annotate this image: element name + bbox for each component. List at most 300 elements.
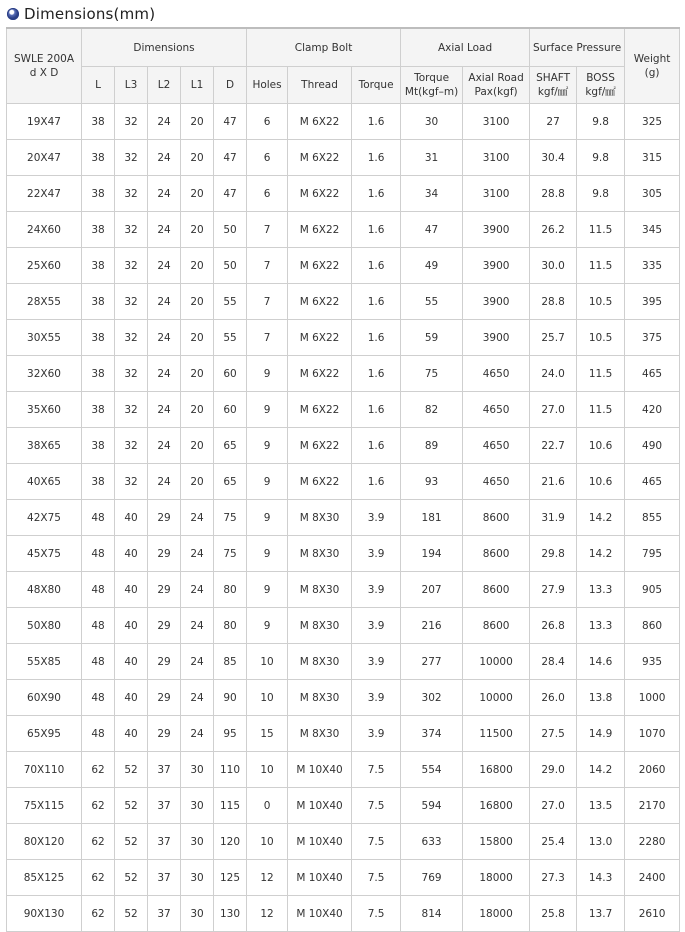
cell-weight: 325 bbox=[625, 104, 680, 140]
table-row bbox=[7, 428, 680, 464]
cell-weight: 375 bbox=[625, 320, 680, 356]
cell-thread: M 10X40 bbox=[288, 752, 352, 788]
cell-d: 75 bbox=[214, 536, 247, 572]
cell-boss: 10.5 bbox=[577, 320, 625, 356]
cell-l3: 40 bbox=[115, 680, 148, 716]
cell-torque: 3.9 bbox=[352, 500, 401, 536]
cell-boss: 11.5 bbox=[577, 248, 625, 284]
cell-boss: 11.5 bbox=[577, 212, 625, 248]
cell-l1: 20 bbox=[181, 392, 214, 428]
cell-l2: 37 bbox=[148, 752, 181, 788]
cell-l: 48 bbox=[82, 680, 115, 716]
cell-l3: 32 bbox=[115, 140, 148, 176]
cell-l1: 20 bbox=[181, 356, 214, 392]
cell-boss: 11.5 bbox=[577, 392, 625, 428]
cell-shaft: 30.4 bbox=[530, 140, 577, 176]
cell-thread: M 6X22 bbox=[288, 392, 352, 428]
cell-l2: 24 bbox=[148, 464, 181, 500]
cell-l3: 32 bbox=[115, 176, 148, 212]
cell-d: 130 bbox=[214, 896, 247, 932]
cell-torque: 1.6 bbox=[352, 104, 401, 140]
cell-l: 38 bbox=[82, 392, 115, 428]
cell-d: 65 bbox=[214, 464, 247, 500]
cell-torque: 1.6 bbox=[352, 212, 401, 248]
cell-d: 125 bbox=[214, 860, 247, 896]
table-row bbox=[7, 140, 680, 176]
cell-torque-mt: 207 bbox=[401, 572, 463, 608]
cell-torque: 1.6 bbox=[352, 392, 401, 428]
table-row bbox=[7, 464, 680, 500]
cell-shaft: 22.7 bbox=[530, 428, 577, 464]
cell-shaft: 25.4 bbox=[530, 824, 577, 860]
cell-thread: M 6X22 bbox=[288, 140, 352, 176]
cell-thread: M 10X40 bbox=[288, 896, 352, 932]
cell-l2: 24 bbox=[148, 428, 181, 464]
table-row bbox=[7, 284, 680, 320]
cell-thread: M 10X40 bbox=[288, 860, 352, 896]
section-header bbox=[0, 0, 685, 27]
cell-axial-road: 10000 bbox=[463, 644, 530, 680]
cell-boss: 9.8 bbox=[577, 176, 625, 212]
cell-axial-road: 3900 bbox=[463, 248, 530, 284]
cell-l1: 30 bbox=[181, 860, 214, 896]
cell-l2: 29 bbox=[148, 716, 181, 752]
cell-holes: 6 bbox=[247, 104, 288, 140]
cell-holes: 9 bbox=[247, 464, 288, 500]
cell-model: 42X75 bbox=[7, 500, 82, 536]
cell-holes: 9 bbox=[247, 392, 288, 428]
cell-axial-road: 10000 bbox=[463, 680, 530, 716]
table-row bbox=[7, 320, 680, 356]
cell-boss: 10.6 bbox=[577, 428, 625, 464]
cell-axial-road: 3100 bbox=[463, 176, 530, 212]
cell-torque-mt: 594 bbox=[401, 788, 463, 824]
cell-torque-mt: 55 bbox=[401, 284, 463, 320]
cell-torque-mt: 302 bbox=[401, 680, 463, 716]
cell-torque: 3.9 bbox=[352, 680, 401, 716]
cell-torque: 1.6 bbox=[352, 176, 401, 212]
cell-torque: 1.6 bbox=[352, 356, 401, 392]
cell-d: 47 bbox=[214, 176, 247, 212]
table-row bbox=[7, 680, 680, 716]
cell-thread: M 6X22 bbox=[288, 176, 352, 212]
header-holes: Holes bbox=[247, 67, 288, 104]
cell-l3: 32 bbox=[115, 428, 148, 464]
cell-shaft: 29.8 bbox=[530, 536, 577, 572]
cell-torque-mt: 30 bbox=[401, 104, 463, 140]
header-shaft: SHAFT kgf/㎟ bbox=[530, 67, 577, 104]
cell-torque: 3.9 bbox=[352, 644, 401, 680]
cell-boss: 11.5 bbox=[577, 356, 625, 392]
header-l2: L2 bbox=[148, 67, 181, 104]
cell-l1: 24 bbox=[181, 644, 214, 680]
header-l3: L3 bbox=[115, 67, 148, 104]
table-row bbox=[7, 788, 680, 824]
cell-thread: M 6X22 bbox=[288, 428, 352, 464]
header-d: D bbox=[214, 67, 247, 104]
table-row bbox=[7, 752, 680, 788]
cell-boss: 14.2 bbox=[577, 536, 625, 572]
cell-l1: 20 bbox=[181, 464, 214, 500]
cell-l3: 52 bbox=[115, 788, 148, 824]
cell-l1: 20 bbox=[181, 176, 214, 212]
cell-torque-mt: 814 bbox=[401, 896, 463, 932]
cell-l1: 30 bbox=[181, 824, 214, 860]
cell-holes: 6 bbox=[247, 140, 288, 176]
cell-torque-mt: 769 bbox=[401, 860, 463, 896]
cell-l1: 30 bbox=[181, 788, 214, 824]
cell-model: 60X90 bbox=[7, 680, 82, 716]
cell-shaft: 25.8 bbox=[530, 896, 577, 932]
cell-l3: 32 bbox=[115, 464, 148, 500]
dimensions-table bbox=[6, 27, 680, 932]
cell-thread: M 6X22 bbox=[288, 104, 352, 140]
cell-l3: 32 bbox=[115, 320, 148, 356]
cell-boss: 10.6 bbox=[577, 464, 625, 500]
cell-l3: 52 bbox=[115, 860, 148, 896]
cell-shaft: 28.8 bbox=[530, 176, 577, 212]
cell-l1: 24 bbox=[181, 680, 214, 716]
cell-shaft: 28.4 bbox=[530, 644, 577, 680]
cell-l1: 24 bbox=[181, 572, 214, 608]
cell-torque: 1.6 bbox=[352, 320, 401, 356]
cell-l1: 24 bbox=[181, 500, 214, 536]
cell-torque-mt: 633 bbox=[401, 824, 463, 860]
cell-l: 38 bbox=[82, 248, 115, 284]
cell-shaft: 27.9 bbox=[530, 572, 577, 608]
cell-weight: 2170 bbox=[625, 788, 680, 824]
cell-axial-road: 16800 bbox=[463, 788, 530, 824]
cell-thread: M 6X22 bbox=[288, 248, 352, 284]
cell-torque-mt: 31 bbox=[401, 140, 463, 176]
cell-boss: 13.5 bbox=[577, 788, 625, 824]
cell-axial-road: 4650 bbox=[463, 392, 530, 428]
cell-shaft: 27.0 bbox=[530, 392, 577, 428]
cell-model: 35X60 bbox=[7, 392, 82, 428]
cell-axial-road: 3100 bbox=[463, 140, 530, 176]
cell-l2: 29 bbox=[148, 644, 181, 680]
cell-l: 48 bbox=[82, 644, 115, 680]
cell-torque-mt: 194 bbox=[401, 536, 463, 572]
cell-shaft: 24.0 bbox=[530, 356, 577, 392]
cell-torque-mt: 216 bbox=[401, 608, 463, 644]
table-row bbox=[7, 716, 680, 752]
cell-d: 80 bbox=[214, 608, 247, 644]
cell-torque: 7.5 bbox=[352, 824, 401, 860]
cell-torque: 7.5 bbox=[352, 788, 401, 824]
cell-axial-road: 8600 bbox=[463, 608, 530, 644]
cell-boss: 9.8 bbox=[577, 140, 625, 176]
cell-axial-road: 3900 bbox=[463, 284, 530, 320]
cell-weight: 795 bbox=[625, 536, 680, 572]
cell-l3: 32 bbox=[115, 248, 148, 284]
cell-l1: 20 bbox=[181, 320, 214, 356]
cell-d: 80 bbox=[214, 572, 247, 608]
cell-axial-road: 4650 bbox=[463, 464, 530, 500]
cell-holes: 15 bbox=[247, 716, 288, 752]
header-model: SWLE 200A d X D bbox=[7, 28, 82, 104]
cell-l3: 32 bbox=[115, 284, 148, 320]
cell-torque-mt: 374 bbox=[401, 716, 463, 752]
cell-holes: 10 bbox=[247, 824, 288, 860]
cell-l3: 52 bbox=[115, 824, 148, 860]
cell-holes: 7 bbox=[247, 284, 288, 320]
cell-shaft: 29.0 bbox=[530, 752, 577, 788]
cell-shaft: 25.7 bbox=[530, 320, 577, 356]
cell-model: 38X65 bbox=[7, 428, 82, 464]
cell-axial-road: 8600 bbox=[463, 500, 530, 536]
cell-boss: 10.5 bbox=[577, 284, 625, 320]
cell-l: 62 bbox=[82, 896, 115, 932]
cell-axial-road: 3100 bbox=[463, 104, 530, 140]
cell-holes: 9 bbox=[247, 500, 288, 536]
cell-l3: 40 bbox=[115, 608, 148, 644]
header-l1: L1 bbox=[181, 67, 214, 104]
cell-torque: 1.6 bbox=[352, 140, 401, 176]
cell-model: 22X47 bbox=[7, 176, 82, 212]
cell-l: 38 bbox=[82, 284, 115, 320]
cell-l2: 37 bbox=[148, 824, 181, 860]
cell-l: 38 bbox=[82, 464, 115, 500]
cell-l1: 20 bbox=[181, 104, 214, 140]
cell-holes: 9 bbox=[247, 536, 288, 572]
cell-model: 75X115 bbox=[7, 788, 82, 824]
cell-l: 38 bbox=[82, 104, 115, 140]
cell-l2: 24 bbox=[148, 212, 181, 248]
cell-d: 50 bbox=[214, 248, 247, 284]
cell-boss: 9.8 bbox=[577, 104, 625, 140]
cell-holes: 10 bbox=[247, 752, 288, 788]
cell-thread: M 8X30 bbox=[288, 608, 352, 644]
table-row bbox=[7, 896, 680, 932]
cell-weight: 2280 bbox=[625, 824, 680, 860]
table-row bbox=[7, 212, 680, 248]
cell-axial-road: 8600 bbox=[463, 536, 530, 572]
cell-model: 30X55 bbox=[7, 320, 82, 356]
cell-model: 90X130 bbox=[7, 896, 82, 932]
cell-torque: 7.5 bbox=[352, 752, 401, 788]
cell-d: 65 bbox=[214, 428, 247, 464]
cell-holes: 10 bbox=[247, 644, 288, 680]
cell-l3: 40 bbox=[115, 572, 148, 608]
table-body bbox=[7, 104, 680, 932]
cell-torque-mt: 554 bbox=[401, 752, 463, 788]
cell-axial-road: 4650 bbox=[463, 428, 530, 464]
cell-weight: 855 bbox=[625, 500, 680, 536]
cell-shaft: 27.5 bbox=[530, 716, 577, 752]
cell-axial-road: 16800 bbox=[463, 752, 530, 788]
cell-d: 115 bbox=[214, 788, 247, 824]
cell-l2: 37 bbox=[148, 788, 181, 824]
cell-d: 90 bbox=[214, 680, 247, 716]
cell-shaft: 27.3 bbox=[530, 860, 577, 896]
cell-model: 48X80 bbox=[7, 572, 82, 608]
cell-model: 45X75 bbox=[7, 536, 82, 572]
cell-thread: M 10X40 bbox=[288, 788, 352, 824]
cell-l: 62 bbox=[82, 788, 115, 824]
cell-d: 75 bbox=[214, 500, 247, 536]
cell-l3: 40 bbox=[115, 536, 148, 572]
cell-boss: 13.0 bbox=[577, 824, 625, 860]
cell-torque: 1.6 bbox=[352, 284, 401, 320]
header-l: L bbox=[82, 67, 115, 104]
cell-d: 60 bbox=[214, 356, 247, 392]
cell-holes: 9 bbox=[247, 356, 288, 392]
cell-thread: M 8X30 bbox=[288, 500, 352, 536]
header-weight: Weight (g) bbox=[625, 28, 680, 104]
cell-axial-road: 3900 bbox=[463, 320, 530, 356]
cell-shaft: 26.8 bbox=[530, 608, 577, 644]
cell-model: 70X110 bbox=[7, 752, 82, 788]
cell-torque: 1.6 bbox=[352, 428, 401, 464]
cell-holes: 12 bbox=[247, 896, 288, 932]
cell-weight: 860 bbox=[625, 608, 680, 644]
cell-holes: 12 bbox=[247, 860, 288, 896]
cell-weight: 335 bbox=[625, 248, 680, 284]
cell-axial-road: 18000 bbox=[463, 896, 530, 932]
cell-torque-mt: 181 bbox=[401, 500, 463, 536]
cell-model: 65X95 bbox=[7, 716, 82, 752]
cell-boss: 13.3 bbox=[577, 572, 625, 608]
cell-boss: 14.2 bbox=[577, 752, 625, 788]
cell-torque: 3.9 bbox=[352, 608, 401, 644]
header-surface-pressure: Surface Pressure bbox=[530, 28, 625, 67]
cell-d: 50 bbox=[214, 212, 247, 248]
cell-thread: M 8X30 bbox=[288, 536, 352, 572]
cell-l: 48 bbox=[82, 716, 115, 752]
cell-holes: 7 bbox=[247, 248, 288, 284]
cell-torque: 3.9 bbox=[352, 572, 401, 608]
cell-torque-mt: 34 bbox=[401, 176, 463, 212]
cell-torque-mt: 59 bbox=[401, 320, 463, 356]
cell-holes: 0 bbox=[247, 788, 288, 824]
cell-l1: 30 bbox=[181, 752, 214, 788]
cell-l3: 40 bbox=[115, 644, 148, 680]
cell-holes: 7 bbox=[247, 320, 288, 356]
cell-model: 32X60 bbox=[7, 356, 82, 392]
cell-torque-mt: 89 bbox=[401, 428, 463, 464]
cell-torque: 7.5 bbox=[352, 860, 401, 896]
cell-d: 60 bbox=[214, 392, 247, 428]
table-row bbox=[7, 644, 680, 680]
cell-axial-road: 4650 bbox=[463, 356, 530, 392]
cell-l: 48 bbox=[82, 500, 115, 536]
cell-torque: 7.5 bbox=[352, 896, 401, 932]
cell-thread: M 6X22 bbox=[288, 464, 352, 500]
cell-holes: 10 bbox=[247, 680, 288, 716]
cell-weight: 315 bbox=[625, 140, 680, 176]
cell-l3: 32 bbox=[115, 392, 148, 428]
cell-model: 40X65 bbox=[7, 464, 82, 500]
cell-l2: 24 bbox=[148, 104, 181, 140]
cell-boss: 14.3 bbox=[577, 860, 625, 896]
cell-l2: 29 bbox=[148, 680, 181, 716]
table-row bbox=[7, 392, 680, 428]
cell-l2: 24 bbox=[148, 176, 181, 212]
cell-weight: 1070 bbox=[625, 716, 680, 752]
header-dimensions: Dimensions bbox=[82, 28, 247, 67]
cell-model: 55X85 bbox=[7, 644, 82, 680]
cell-weight: 2400 bbox=[625, 860, 680, 896]
cell-boss: 14.2 bbox=[577, 500, 625, 536]
cell-axial-road: 11500 bbox=[463, 716, 530, 752]
cell-l1: 30 bbox=[181, 896, 214, 932]
section-title: Dimensions(mm) bbox=[24, 4, 156, 23]
cell-l1: 24 bbox=[181, 536, 214, 572]
cell-l: 38 bbox=[82, 356, 115, 392]
cell-model: 20X47 bbox=[7, 140, 82, 176]
cell-l1: 20 bbox=[181, 140, 214, 176]
cell-l1: 20 bbox=[181, 212, 214, 248]
cell-shaft: 30.0 bbox=[530, 248, 577, 284]
cell-l1: 24 bbox=[181, 716, 214, 752]
cell-model: 80X120 bbox=[7, 824, 82, 860]
cell-l1: 20 bbox=[181, 284, 214, 320]
cell-axial-road: 3900 bbox=[463, 212, 530, 248]
cell-l2: 37 bbox=[148, 896, 181, 932]
cell-axial-road: 15800 bbox=[463, 824, 530, 860]
header-torque-mt: Torque Mt(kgf–m) bbox=[401, 67, 463, 104]
cell-torque-mt: 47 bbox=[401, 212, 463, 248]
cell-d: 85 bbox=[214, 644, 247, 680]
cell-l: 38 bbox=[82, 428, 115, 464]
cell-l: 62 bbox=[82, 752, 115, 788]
cell-l: 48 bbox=[82, 536, 115, 572]
cell-l: 38 bbox=[82, 140, 115, 176]
cell-l1: 20 bbox=[181, 428, 214, 464]
cell-weight: 1000 bbox=[625, 680, 680, 716]
cell-weight: 490 bbox=[625, 428, 680, 464]
cell-model: 24X60 bbox=[7, 212, 82, 248]
cell-boss: 13.8 bbox=[577, 680, 625, 716]
cell-thread: M 6X22 bbox=[288, 356, 352, 392]
table-row bbox=[7, 248, 680, 284]
cell-shaft: 31.9 bbox=[530, 500, 577, 536]
cell-l3: 52 bbox=[115, 752, 148, 788]
cell-l3: 52 bbox=[115, 896, 148, 932]
cell-l2: 24 bbox=[148, 320, 181, 356]
cell-model: 19X47 bbox=[7, 104, 82, 140]
header-boss: BOSS kgf/㎟ bbox=[577, 67, 625, 104]
cell-shaft: 27.0 bbox=[530, 788, 577, 824]
cell-d: 55 bbox=[214, 284, 247, 320]
cell-shaft: 27 bbox=[530, 104, 577, 140]
table-row bbox=[7, 536, 680, 572]
cell-l2: 29 bbox=[148, 572, 181, 608]
header-axial-load: Axial Load bbox=[401, 28, 530, 67]
cell-torque-mt: 277 bbox=[401, 644, 463, 680]
cell-l2: 37 bbox=[148, 860, 181, 896]
cell-d: 120 bbox=[214, 824, 247, 860]
cell-weight: 2610 bbox=[625, 896, 680, 932]
header-torque: Torque bbox=[352, 67, 401, 104]
cell-torque-mt: 75 bbox=[401, 356, 463, 392]
cell-model: 28X55 bbox=[7, 284, 82, 320]
cell-l2: 29 bbox=[148, 536, 181, 572]
cell-holes: 9 bbox=[247, 608, 288, 644]
cell-thread: M 6X22 bbox=[288, 320, 352, 356]
cell-weight: 2060 bbox=[625, 752, 680, 788]
cell-thread: M 8X30 bbox=[288, 572, 352, 608]
cell-holes: 9 bbox=[247, 572, 288, 608]
cell-model: 50X80 bbox=[7, 608, 82, 644]
cell-thread: M 6X22 bbox=[288, 212, 352, 248]
cell-holes: 6 bbox=[247, 176, 288, 212]
cell-l3: 32 bbox=[115, 104, 148, 140]
table-row bbox=[7, 824, 680, 860]
cell-model: 25X60 bbox=[7, 248, 82, 284]
cell-holes: 9 bbox=[247, 428, 288, 464]
